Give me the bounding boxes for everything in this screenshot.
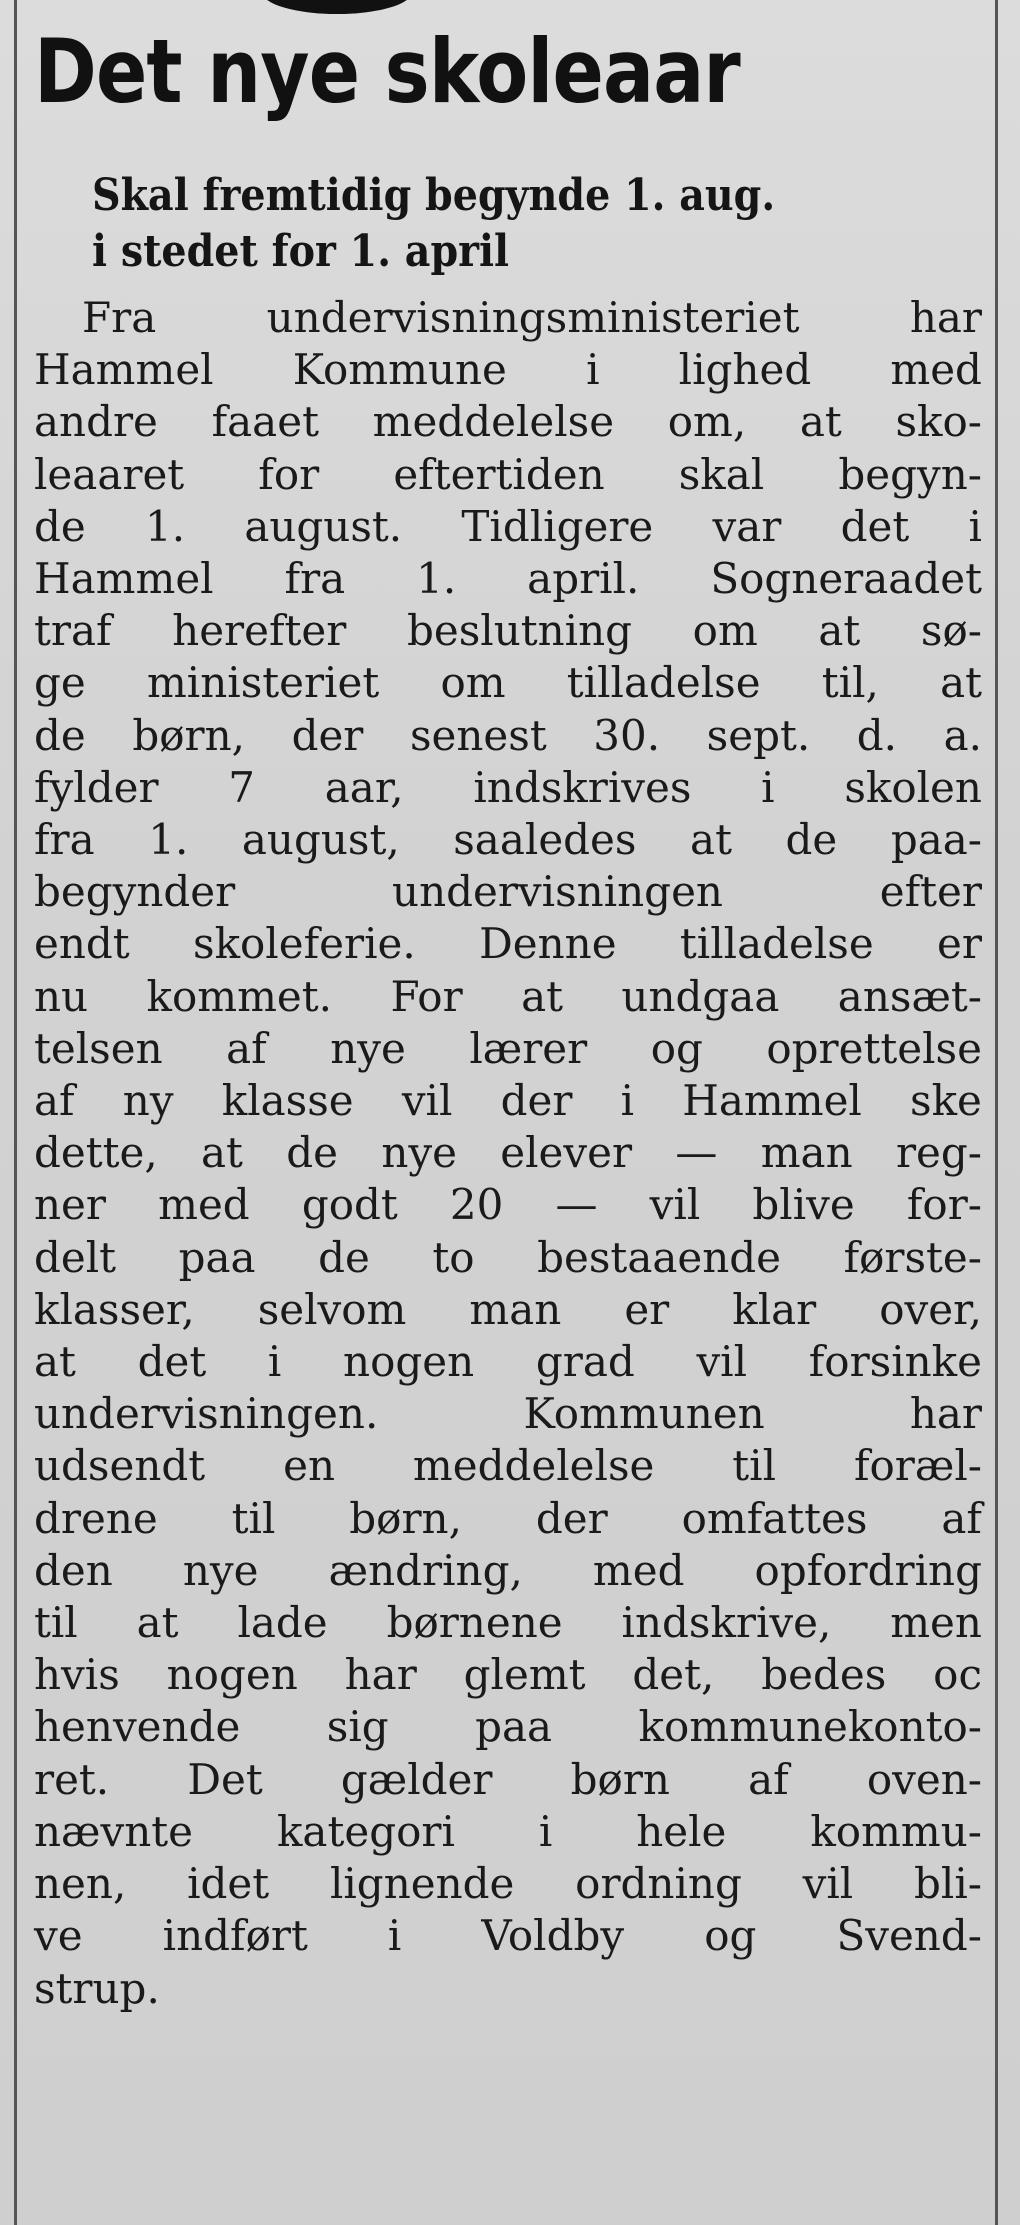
body-line: klasser, selvom man er klar over, [34, 1284, 982, 1334]
body-line: ner med godt 20 — vil blive for- [34, 1180, 982, 1230]
body-line: Hammel fra 1. april. Sogneraadet [34, 554, 982, 604]
body-line: nævnte kategori i hele kommu- [34, 1806, 982, 1856]
body-line: fylder 7 aar, indskrives i skolen [34, 762, 982, 812]
body-line: de børn, der senest 30. sept. d. a. [34, 710, 982, 760]
body-line: endt skoleferie. Denne tilladelse er [34, 919, 982, 969]
body-line: henvende sig paa kommunekonto- [34, 1702, 982, 1752]
body-line: Fra undervisningsministeriet har [82, 293, 982, 342]
column-rule-right [995, 0, 998, 2225]
body-line: til at lade børnene indskrive, men [34, 1598, 982, 1648]
body-line: dette, at de nye elever — man reg- [34, 1128, 982, 1178]
body-line: telsen af nye lærer og oprettelse [34, 1023, 982, 1073]
subheadline-line: Skal fremtidig begynde 1. aug. [92, 170, 776, 221]
body-line: ve indført i Voldby og Svend- [34, 1911, 982, 1961]
body-line: ret. Det gælder børn af oven- [34, 1754, 982, 1804]
body-line: hvis nogen har glemt det, bedes oc [34, 1650, 982, 1700]
body-line: Hammel Kommune i lighed med [34, 345, 982, 395]
body-line: udsendt en meddelelse til foræl- [34, 1441, 982, 1491]
column-rule-left [14, 0, 17, 2225]
body-line: begynder undervisningen efter [34, 867, 982, 917]
body-line: nen, idet lignende ordning vil bli- [34, 1859, 982, 1909]
body-line: drene til børn, der omfattes af [34, 1493, 982, 1543]
body-line: nu kommet. For at undgaa ansæt- [34, 971, 982, 1021]
body-line: traf herefter beslutning om at sø- [34, 606, 982, 656]
body-line: delt paa de to bestaaende første- [34, 1232, 982, 1282]
body-line: de 1. august. Tidligere var det i [34, 501, 982, 551]
body-line: undervisningen. Kommunen har [34, 1389, 982, 1439]
body-line: ge ministeriet om tilladelse til, at [34, 658, 982, 708]
article-body [34, 292, 982, 2015]
headline: Det nye skoleaar [34, 20, 740, 123]
subheadline-line: i stedet for 1. april [92, 226, 510, 277]
body-line: af ny klasse vil der i Hammel ske [34, 1076, 982, 1126]
body-line: at det i nogen grad vil forsinke [34, 1337, 982, 1387]
body-line: fra 1. august, saaledes at de paa- [34, 815, 982, 865]
body-line: andre faaet meddelelse om, at sko- [34, 397, 982, 447]
body-line: den nye ændring, med opfordring [34, 1545, 982, 1595]
subheadline [92, 168, 992, 280]
body-line: strup. [34, 1963, 160, 2013]
body-line: leaaret for eftertiden skal begyn- [34, 449, 982, 499]
